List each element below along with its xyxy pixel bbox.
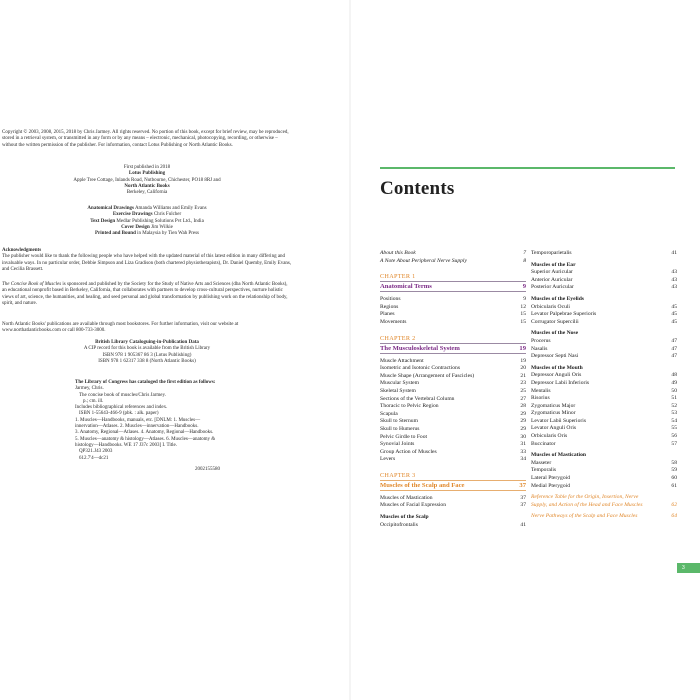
bl-line: ISBN 978 1 62317 338 8 (North Atlantic Books): [98, 358, 196, 364]
toc-entry[interactable]: Levator Anguli Oris 55: [531, 425, 677, 432]
toc-entry[interactable]: About this Book 7: [380, 250, 526, 256]
section-heading: Muscles of the Mouth: [531, 364, 583, 371]
section-heading: Muscles of the Eyelids: [531, 295, 584, 302]
section-heading: Muscles of the Ear: [531, 261, 576, 268]
loc-line: Includes bibliographical references and index.: [75, 405, 168, 411]
toc-entry[interactable]: Temporoparietalis 41: [531, 250, 677, 256]
toc-entry[interactable]: Depressor Labii Inferioris 49: [531, 379, 677, 386]
sponsor-note: [2, 282, 292, 307]
toc-entry[interactable]: Zygomaticus Minor 53: [531, 410, 677, 417]
loc-line: QP321.J43 2003: [79, 449, 113, 455]
toc-entry[interactable]: Group Action of Muscles 33: [380, 448, 526, 455]
toc-entry[interactable]: Pelvic Girdle to Foot 30: [380, 433, 526, 440]
loc-heading: The Library of Congress has cataloged the first edition as follows:: [75, 380, 216, 385]
credit-line: Anatomical Drawings Amanda Williams and Emily Evans: [87, 206, 207, 211]
toc-entry[interactable]: Movements 15: [380, 318, 526, 325]
toc-entry[interactable]: Posterior Auricular 43: [531, 284, 677, 291]
toc-entry[interactable]: Depressor Anguli Oris 48: [531, 372, 677, 379]
loc-line: ISBN 1-55643-466-9 (pbk. : alk. paper): [79, 411, 159, 417]
bl-line: A CIP record for this book is available from the British Library: [83, 346, 211, 352]
pub-line: North Atlantic Books: [124, 183, 170, 189]
toc-entry[interactable]: Orbicularis Oris 56: [531, 433, 677, 440]
toc-entry[interactable]: Mentalis 50: [531, 387, 677, 394]
bl-heading: British Library Cataloguing-in-Publication Data: [95, 340, 199, 345]
toc-entry[interactable]: Muscles of Mastication 37: [380, 494, 526, 501]
sponsor-body: is sponsored and published by the Society for the Study of Native Arts and Sciences (dba North Atlantic Books), an educational nonprofit based in Berkeley, California, that collaborates with partners to develop cross-cultural perspectives, nurture holistic views of art, science, the humanities, and healing, and seed personal and global transformation by publishing work on the relationship of body, spirit, and nature.: [2, 282, 288, 306]
toc-entry[interactable]: Occipitofrontalis 41: [380, 521, 526, 528]
loc-line: histology—Handbooks. WE 17 J37c 2003] I. Title.: [75, 442, 177, 448]
section-heading: Muscles of the Nose: [531, 330, 579, 337]
loc-line: 1. Muscles—Handbooks, manuals, etc. [DNLM: 1. Muscles—: [75, 417, 201, 423]
toc-entry[interactable]: Muscle Shape (Arrangement of Fascicles) 21: [380, 372, 526, 379]
toc-entry[interactable]: Skull to Sternum 29: [380, 418, 526, 425]
publisher-info: [2, 165, 292, 196]
toc-entry[interactable]: Orbicularis Oculi 45: [531, 303, 677, 310]
toc-entry[interactable]: Muscle Attachment 19: [380, 357, 526, 364]
toc-entry[interactable]: Temporalis 59: [531, 467, 677, 474]
ack-heading: Acknowledgments: [2, 248, 42, 253]
pub-line: Berkeley, California: [126, 190, 168, 196]
toc-entry[interactable]: Isometric and Isotonic Contractions 20: [380, 365, 526, 372]
toc-entry[interactable]: Sections of the Vertebral Column 27: [380, 395, 526, 402]
toc-entry[interactable]: Levers 34: [380, 456, 526, 463]
credit-line: Exercise Drawings Chris Fulcher: [112, 212, 182, 218]
toc-reference-entry[interactable]: Reference Table for the Origin, Insertion, Nerve Supply, and Action of the Head and Face Muscles 62: [531, 494, 677, 508]
toc-entry[interactable]: Muscles of Facial Expression 37: [380, 502, 526, 509]
toc-entry[interactable]: Risorius 51: [531, 395, 677, 402]
credit-line: Text Design Medlar Publishing Solutions Pvt Ltd., India: [90, 218, 204, 224]
chapter-label: CHAPTER 2: [380, 334, 416, 342]
chapter-title[interactable]: The Musculoskeletal System 19: [380, 344, 526, 352]
toc-entry[interactable]: Muscular System 23: [380, 380, 526, 387]
acknowledgments: [2, 248, 292, 273]
pub-line: Lotus Publishing: [128, 171, 166, 177]
copyright-notice: Copyright © 2003, 2008, 2015, 2018 by Chris Jarmey. All rights reserved. No portion of this book, except for brief review, may be reproduced, stored in a retrieval system, or transmitted in any form or by any means – electronic, mechanical, photocopying, recording, or otherwise – without the written permission of the publisher. For information, contact Lotus Publishing or North Atlantic Books.: [2, 130, 289, 148]
library-of-congress-block: [75, 380, 275, 473]
toc-entry[interactable]: Superior Auricular 43: [531, 269, 677, 276]
loc-line: Jarmey, Chris.: [75, 386, 104, 392]
toc-entry[interactable]: Anterior Auricular 43: [531, 276, 677, 283]
section-heading: Muscles of the Scalp: [380, 514, 429, 521]
toc-entry[interactable]: Masseter 58: [531, 459, 677, 466]
chapter-title[interactable]: Anatomical Terms 9: [380, 283, 526, 291]
loc-line: 612.7'4—dc21: [79, 455, 109, 461]
toc-entry[interactable]: Zygomaticus Major 52: [531, 402, 677, 409]
credits: [2, 206, 292, 237]
toc-entry[interactable]: Synovial Joints 31: [380, 441, 526, 448]
toc-reference-entry[interactable]: Nerve Pathways of the Scalp and Face Muscles 64: [531, 513, 677, 520]
toc-entry[interactable]: Thoracic to Pelvic Region 28: [380, 403, 526, 410]
bl-line: ISBN 978 1 905367 86 3 (Lotus Publishing): [102, 352, 192, 358]
chapter-label: CHAPTER 3: [380, 471, 416, 479]
loc-number: 2002155580: [195, 466, 220, 472]
ack-body: The publisher would like to thank the following people who have helped with the updated material of this latest edition in many differing and invaluable ways. In no particular order, Debbie Simpson and Liza Gradison (both chartered physiotherapists), Dr. Daniel Quemby, Emily Evans, and Cecilia Brassett.: [2, 254, 292, 272]
left-page: [0, 0, 349, 700]
credit-line: Cover Design Jim Wilkie: [121, 224, 173, 230]
contents-heading: Contents: [380, 178, 455, 199]
credit-line: Printed and Bound in Malaysia by Tien Wah Press: [95, 231, 199, 237]
loc-line: innervation—Atlases. 2. Muscles—innervation—Handbooks.: [75, 424, 199, 430]
toc-entry[interactable]: Lateral Pterygoid 60: [531, 475, 677, 482]
pub-line: First published in 2018: [123, 165, 171, 170]
toc-entry[interactable]: Buccinator 57: [531, 440, 677, 447]
toc-entry[interactable]: Skull to Humerus 29: [380, 425, 526, 432]
loc-line: 3. Anatomy, Regional—Atlases. 4. Anatomy, Regional—Handbooks.: [75, 430, 214, 436]
chapter-title[interactable]: Muscles of the Scalp and Face 37: [380, 481, 526, 489]
toc-entry[interactable]: Medial Pterygoid 61: [531, 482, 677, 489]
chapter-label: CHAPTER 1: [380, 273, 416, 281]
toc-entry[interactable]: Nasalis 47: [531, 345, 677, 352]
loc-line: p.; cm. ill.: [83, 398, 104, 404]
toc-entry[interactable]: Corrugator Supercilii 45: [531, 318, 677, 325]
toc-entry[interactable]: Scapula 29: [380, 410, 526, 417]
toc-entry[interactable]: Depressor Septi Nasi 47: [531, 353, 677, 360]
toc-entry[interactable]: A Note About Peripheral Nerve Supply 8: [380, 257, 526, 264]
loc-line: The concise book of muscles/Chris Jarmey.: [79, 392, 166, 398]
toc-entry[interactable]: Planes 15: [380, 311, 526, 318]
page-number-tab: 3: [677, 563, 700, 573]
toc-column-2: [531, 250, 677, 521]
section-heading: Muscles of Mastication: [531, 452, 586, 459]
toc-entry[interactable]: Procerus 47: [531, 337, 677, 344]
toc-entry[interactable]: Levator Palpebrae Superioris 45: [531, 311, 677, 318]
top-accent-rule: [380, 167, 675, 169]
book-title: The Concise Book of Muscles: [2, 282, 62, 287]
british-library-block: [2, 340, 292, 365]
toc-entry[interactable]: Levator Labii Superioris 54: [531, 417, 677, 424]
loc-line: 5. Muscles—anatomy & histology—Atlases. 6. Muscles—anatomy &: [75, 436, 216, 442]
availability-note: North Atlantic Books' publications are available through most bookstores. For further information, visit our website at www.northatlanticbooks.com or call 800-733-3000.: [2, 322, 239, 334]
toc-entry[interactable]: Regions 12: [380, 303, 526, 310]
pub-line: Apple Tree Cottage, Inlands Road, Nutbourne, Chichester, PO18 8RJ and: [73, 177, 221, 183]
toc-entry[interactable]: Skeletal System 25: [380, 387, 526, 394]
toc-entry[interactable]: Positions 9: [380, 296, 526, 303]
toc-column-1: [380, 250, 526, 529]
